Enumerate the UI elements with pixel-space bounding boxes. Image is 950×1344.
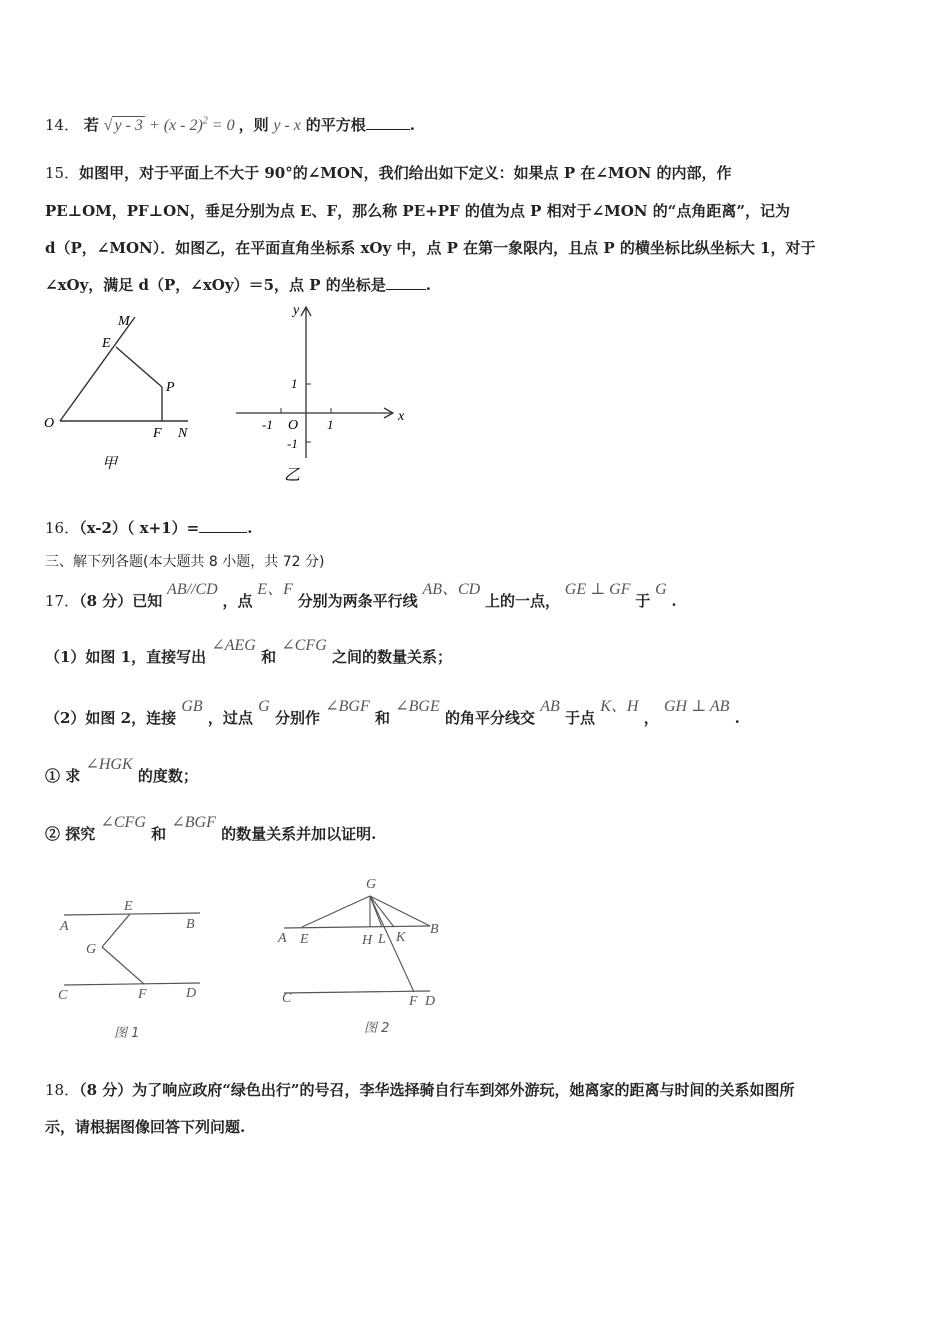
label-y: y xyxy=(293,303,300,318)
q18-line1: 18．（8 分）为了响应政府“绿色出行”的号召，李华选择骑自行车到郊外游玩，她离家的距离与时间的关系如图所 xyxy=(45,1081,795,1099)
q17-sub1: ① 求 ∠HGK 的度数； xyxy=(45,756,198,785)
section-heading: 三、解下列各题(本大题共 8 小题，共 72 分) xyxy=(45,554,325,570)
label-K: K xyxy=(396,930,406,945)
q17-stem: 17．（8 分）已知 AB//CD ，点 E、F 分别为两条平行线 AB、CD 上的一点， GE ⊥ GF 于 G . xyxy=(45,581,677,610)
q17-sub2: ② 探究 ∠CFG 和 ∠BGF 的数量关系并加以证明. xyxy=(45,814,377,843)
q15-line1: 15．如图甲，对于平面上不大于 90°的∠MON，我们给出如下定义：如果点 P 在∠MON 的内部，作 xyxy=(45,164,732,182)
figure-2 xyxy=(272,870,452,1045)
answer-blank[interactable] xyxy=(366,129,410,130)
q17-part1: （1）如图 1，直接写出 ∠AEG 和 ∠CFG 之间的数量关系； xyxy=(45,637,452,666)
label-H: H xyxy=(362,933,373,948)
label-A: A xyxy=(278,931,287,946)
line-CD xyxy=(64,983,200,985)
q17-part2: （2）如图 2，连接 GB ，过点 G 分别作 ∠BGF 和 ∠BGE 的角平分线交 AB 于点 K、H ， GH ⊥ AB . xyxy=(45,698,740,727)
q15-line2: PE⊥OM，PF⊥ON，垂足分别为点 E、F，那么称 PE+PF 的值为点 P 相对于∠MON 的“点角距离”，记为 xyxy=(45,202,791,220)
caption-yi: 乙 xyxy=(284,465,301,484)
label-D: D xyxy=(425,994,436,1009)
label-E: E xyxy=(300,932,309,947)
label-A: A xyxy=(60,919,69,934)
label-M: M xyxy=(118,314,130,329)
sqrt-sign: √ xyxy=(103,117,113,134)
figure-jia xyxy=(40,305,210,480)
caption-jia: 甲 xyxy=(102,454,118,472)
label-F: F xyxy=(153,426,162,441)
q14: 14． 若 √ y - 3 + (x - 2)$^2$ = 0 ，则 y - x 的平方根 . xyxy=(45,115,415,134)
q16: 16．（x-2）（ x+1）= . xyxy=(45,519,253,537)
label-G: G xyxy=(366,877,377,892)
label-E: E xyxy=(124,899,133,914)
label-origin: O xyxy=(288,418,299,433)
label-P: P xyxy=(166,380,175,395)
label-B: B xyxy=(186,917,195,932)
label-neg1-x: -1 xyxy=(262,417,273,432)
answer-blank[interactable] xyxy=(199,532,247,533)
caption-fig2: 图 2 xyxy=(364,1021,390,1036)
label-E: E xyxy=(102,336,111,351)
figure-1 xyxy=(50,895,220,1045)
label-one-y: 1 xyxy=(291,376,298,391)
label-O: O xyxy=(44,416,55,431)
label-B: B xyxy=(430,922,439,937)
label-G: G xyxy=(86,942,97,957)
segment-EG xyxy=(102,914,130,947)
q15-line4: ∠xOy，满足 d（P，∠xOy）＝5，点 P 的坐标是 . xyxy=(45,276,431,294)
label-L: L xyxy=(378,932,386,947)
label-neg1-y: -1 xyxy=(287,436,298,451)
label-N: N xyxy=(178,426,188,441)
q14-formula: √ y - 3 + (x - 2)$^2$ = 0 xyxy=(103,115,235,134)
label-D: D xyxy=(186,986,197,1001)
label-one-x: 1 xyxy=(327,417,334,432)
segment-GF xyxy=(102,947,144,984)
segment-GF xyxy=(370,896,414,992)
q15-line3: d（P，∠MON）．如图乙，在平面直角坐标系 xOy 中，点 P 在第一象限内，且点 P 的横坐标比纵坐标大 1，对于 xyxy=(45,239,816,257)
label-x: x xyxy=(398,409,405,424)
ray-OM xyxy=(60,317,135,421)
label-F: F xyxy=(409,994,418,1009)
segment-GE xyxy=(302,896,370,927)
caption-fig1: 图 1 xyxy=(114,1026,140,1041)
answer-blank[interactable] xyxy=(386,289,426,290)
label-F: F xyxy=(138,987,147,1002)
segment-PE xyxy=(116,347,162,387)
label-C: C xyxy=(58,988,68,1003)
label-C: C xyxy=(282,991,292,1006)
figure-yi xyxy=(230,298,415,488)
segment-GB xyxy=(370,896,430,926)
line-AB xyxy=(284,926,430,928)
q18-line2: 示，请根据图像回答下列问题. xyxy=(45,1118,246,1136)
line-CD xyxy=(284,991,430,993)
